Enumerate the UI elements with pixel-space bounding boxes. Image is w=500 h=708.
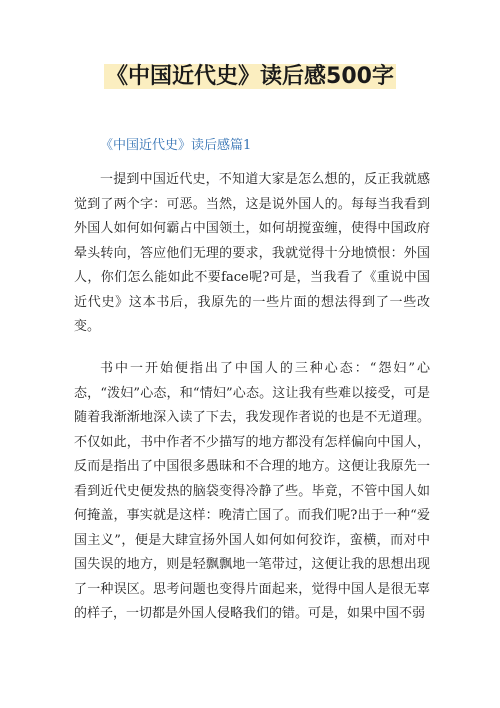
document-title xyxy=(0,61,500,93)
paragraph-1: 一提到中国近代史，不知道大家是怎么想的，反正我就感觉到了两个字：可恶。当然，这是说外国人的。每每当我看到外国人如何如何霸占中国领土，如何胡搅蛮缠，使得中国政府晕头转向，答应他们无理的要求，我就觉得十分地愤恨：外国人，你们怎么能如此不要face呢?可是，当我看了《重说中国近代史》这本书后，我原先的一些片面的想法得到了一些改变。 xyxy=(74,172,430,334)
paragraph-2: 书中一开始便指出了中国人的三种心态：“怨妇”心态，“泼妇”心态，和“情妇”心态。这让我有些难以接受，可是随着我渐渐地深入读了下去，我发现作者说的也是不无道理。不仅如此，书中作者不少描写的地方都没有怎样偏向中国人，反而是指出了中国很多愚昧和不合理的地方。这便让我原先一看到近代史便发热的脑袋变得冷静了些。毕竟，不管中国人如何掩盖，事实就是这样：晚清亡国了。而我们呢?出于一种“爱国主义”，便是大肆宣扬外国人如何如何狡诈，蛮横，而对中国失误的地方，则是轻飘飘地一笔带过，这便让我的思想出现了一种误区。思考问题也变得片面起来，觉得中国人是很无辜的样子，一切都是外国人侵略我们的错。可是，如果中国不弱 xyxy=(74,361,430,621)
document-title-text: 《中国近代史》读后感500字 xyxy=(106,64,394,89)
section-heading: 《中国近代史》读后感篇1 xyxy=(100,138,252,153)
